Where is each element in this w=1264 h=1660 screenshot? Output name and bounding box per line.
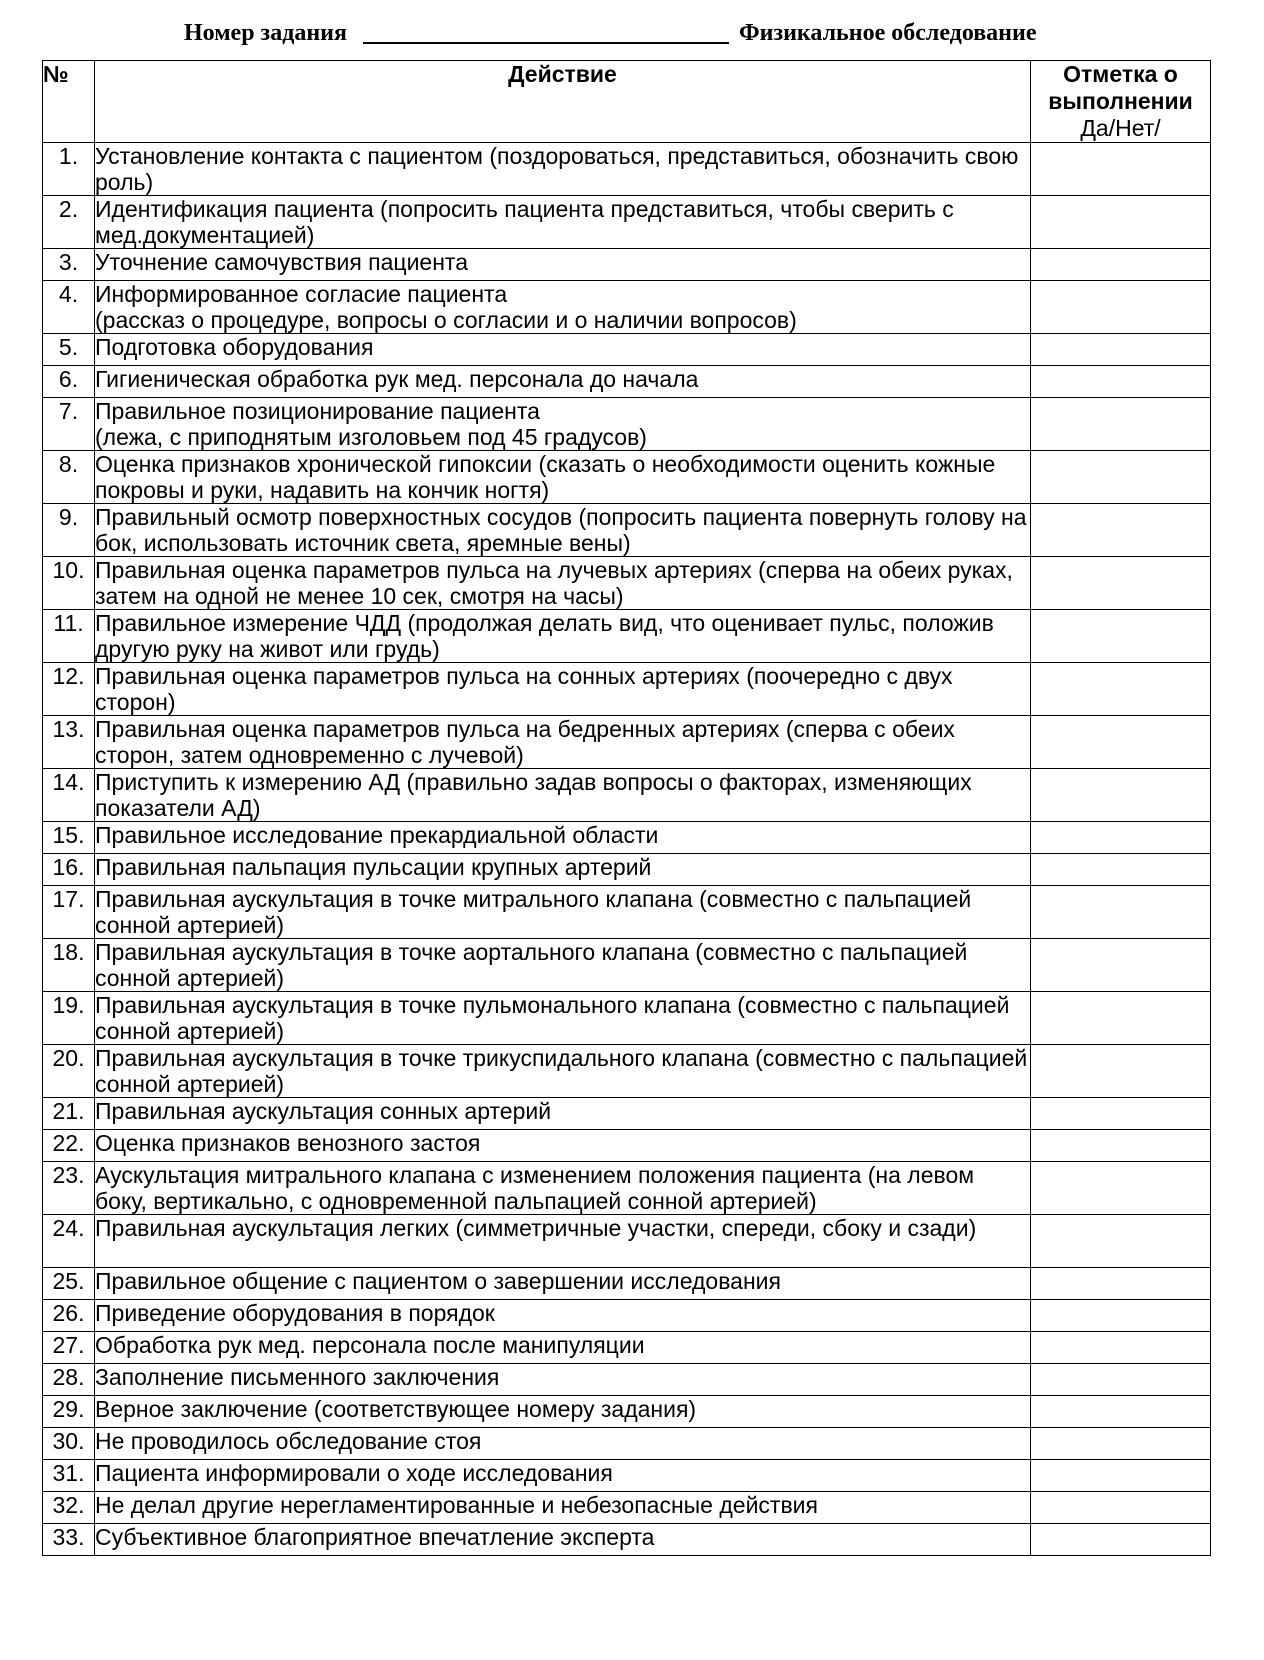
table-row <box>43 366 1211 398</box>
row-action-text: Аускультация митрального клапана с изменением положения пациента (на левом боку, вертикально, с одновременной пальпацией сонной артерией) <box>95 1162 1031 1215</box>
table-row <box>43 196 1211 249</box>
row-action-text: Уточнение самочувствия пациента <box>95 249 1031 281</box>
table-row <box>43 854 1211 886</box>
row-completion-mark-cell[interactable] <box>1031 398 1211 451</box>
row-action-text: Правильный осмотр поверхностных сосудов (попросить пациента повернуть голову на бок, использовать источник света, яремные вены) <box>95 504 1031 557</box>
row-action-text: Правильная аускультация легких (симметричные участки, спереди, сбоку и сзади) <box>95 1215 1031 1268</box>
table-row <box>43 1460 1211 1492</box>
row-completion-mark-cell[interactable] <box>1031 610 1211 663</box>
table-row <box>43 1098 1211 1130</box>
table-row <box>43 716 1211 769</box>
row-completion-mark-cell[interactable] <box>1031 143 1211 196</box>
table-row <box>43 281 1211 334</box>
row-number: 30. <box>43 1428 95 1460</box>
row-action-text: Установление контакта с пациентом (поздороваться, представиться, обозначить свою роль) <box>95 143 1031 196</box>
row-number: 5. <box>43 334 95 366</box>
row-completion-mark-cell[interactable] <box>1031 1215 1211 1268</box>
row-number: 11. <box>43 610 95 663</box>
table-row <box>43 663 1211 716</box>
row-number: 16. <box>43 854 95 886</box>
row-completion-mark-cell[interactable] <box>1031 1098 1211 1130</box>
table-row <box>43 886 1211 939</box>
row-number: 32. <box>43 1492 95 1524</box>
row-completion-mark-cell[interactable] <box>1031 1162 1211 1215</box>
row-action-text: Верное заключение (соответствующее номеру задания) <box>95 1396 1031 1428</box>
row-number: 25. <box>43 1268 95 1300</box>
table-row <box>43 1396 1211 1428</box>
table-row <box>43 1268 1211 1300</box>
column-header-mark-line1: Отметка о <box>1063 61 1178 87</box>
table-row <box>43 1130 1211 1162</box>
row-completion-mark-cell[interactable] <box>1031 822 1211 854</box>
row-completion-mark-cell[interactable] <box>1031 1428 1211 1460</box>
row-completion-mark-cell[interactable] <box>1031 1364 1211 1396</box>
row-action-text: Субъективное благоприятное впечатление эксперта <box>95 1524 1031 1556</box>
table-row <box>43 334 1211 366</box>
row-action-text: Правильное исследование прекардиальной области <box>95 822 1031 854</box>
task-number-blank <box>363 42 729 44</box>
row-completion-mark-cell[interactable] <box>1031 196 1211 249</box>
table-row <box>43 1300 1211 1332</box>
row-completion-mark-cell[interactable] <box>1031 451 1211 504</box>
row-number: 26. <box>43 1300 95 1332</box>
row-completion-mark-cell[interactable] <box>1031 281 1211 334</box>
row-action-text: Приступить к измерению АД (правильно задав вопросы о факторах, изменяющих показатели АД) <box>95 769 1031 822</box>
row-number: 27. <box>43 1332 95 1364</box>
row-completion-mark-cell[interactable] <box>1031 992 1211 1045</box>
table-row <box>43 143 1211 196</box>
row-completion-mark-cell[interactable] <box>1031 1396 1211 1428</box>
table-row <box>43 1162 1211 1215</box>
row-completion-mark-cell[interactable] <box>1031 366 1211 398</box>
row-action-text: Не проводилось обследование стоя <box>95 1428 1031 1460</box>
row-completion-mark-cell[interactable] <box>1031 854 1211 886</box>
row-number: 17. <box>43 886 95 939</box>
row-number: 10. <box>43 557 95 610</box>
table-row <box>43 1428 1211 1460</box>
row-number: 8. <box>43 451 95 504</box>
row-completion-mark-cell[interactable] <box>1031 939 1211 992</box>
table-row <box>43 1045 1211 1098</box>
row-number: 15. <box>43 822 95 854</box>
row-completion-mark-cell[interactable] <box>1031 249 1211 281</box>
row-number: 33. <box>43 1524 95 1556</box>
row-number: 31. <box>43 1460 95 1492</box>
table-row <box>43 1524 1211 1556</box>
table-row <box>43 504 1211 557</box>
row-number: 14. <box>43 769 95 822</box>
checklist-rows <box>43 143 1211 1556</box>
row-action-text: Правильная аускультация в точке пульмонального клапана (совместно с пальпацией сонной артерией) <box>95 992 1031 1045</box>
table-row <box>43 769 1211 822</box>
table-row <box>43 939 1211 992</box>
table-row <box>43 822 1211 854</box>
row-number: 7. <box>43 398 95 451</box>
row-completion-mark-cell[interactable] <box>1031 1268 1211 1300</box>
row-number: 3. <box>43 249 95 281</box>
column-header-number: № <box>43 61 95 143</box>
row-number: 28. <box>43 1364 95 1396</box>
row-action-text: Заполнение письменного заключения <box>95 1364 1031 1396</box>
table-row <box>43 557 1211 610</box>
column-header-mark <box>1031 61 1211 143</box>
row-completion-mark-cell[interactable] <box>1031 1300 1211 1332</box>
row-number: 6. <box>43 366 95 398</box>
row-completion-mark-cell[interactable] <box>1031 1130 1211 1162</box>
table-row <box>43 610 1211 663</box>
row-action-text: Обработка рук мед. персонала после манипуляции <box>95 1332 1031 1364</box>
row-action-text: Приведение оборудования в порядок <box>95 1300 1031 1332</box>
column-header-mark-options: Да/Нет/ <box>1080 115 1161 141</box>
row-action-text: Гигиеническая обработка рук мед. персонала до начала <box>95 366 1031 398</box>
row-number: 4. <box>43 281 95 334</box>
row-completion-mark-cell[interactable] <box>1031 663 1211 716</box>
table-row <box>43 992 1211 1045</box>
row-action-text: Правильная оценка параметров пульса на бедренных артериях (сперва с обеих сторон, затем одновременно с лучевой) <box>95 716 1031 769</box>
row-number: 24. <box>43 1215 95 1268</box>
table-row <box>43 1364 1211 1396</box>
row-action-text: Правильная пальпация пульсации крупных артерий <box>95 854 1031 886</box>
row-number: 9. <box>43 504 95 557</box>
row-number: 19. <box>43 992 95 1045</box>
row-action-text: Правильная аускультация в точке аортального клапана (совместно с пальпацией сонной артерией) <box>95 939 1031 992</box>
row-action-text: Правильная оценка параметров пульса на сонных артериях (поочередно с двух сторон) <box>95 663 1031 716</box>
row-number: 2. <box>43 196 95 249</box>
table-header-row <box>43 61 1211 143</box>
row-number: 1. <box>43 143 95 196</box>
row-action-text: Правильная оценка параметров пульса на лучевых артериях (сперва на обеих руках, затем на одной не менее 10 сек, смотря на часы) <box>95 557 1031 610</box>
row-action-text: Оценка признаков венозного застоя <box>95 1130 1031 1162</box>
row-action-text: Пациента информировали о ходе исследования <box>95 1460 1031 1492</box>
row-number: 21. <box>43 1098 95 1130</box>
row-number: 23. <box>43 1162 95 1215</box>
row-action-text: Информированное согласие пациента (рассказ о процедуре, вопросы о согласии и о наличии вопросов) <box>95 281 1031 334</box>
row-completion-mark-cell[interactable] <box>1031 1045 1211 1098</box>
row-action-text: Правильное измерение ЧДД (продолжая делать вид, что оценивает пульс, положив другую руку на живот или грудь) <box>95 610 1031 663</box>
row-action-text: Оценка признаков хронической гипоксии (сказать о необходимости оценить кожные покровы и руки, надавить на кончик ногтя) <box>95 451 1031 504</box>
row-number: 29. <box>43 1396 95 1428</box>
exam-title: Физикальное обследование <box>739 20 1037 46</box>
row-completion-mark-cell[interactable] <box>1031 557 1211 610</box>
row-completion-mark-cell[interactable] <box>1031 504 1211 557</box>
row-action-text: Правильное общение с пациентом о завершении исследования <box>95 1268 1031 1300</box>
row-completion-mark-cell[interactable] <box>1031 1332 1211 1364</box>
checklist-table <box>42 60 1211 1556</box>
column-header-mark-line2: выполнении <box>1048 88 1193 114</box>
row-action-text: Правильная аускультация в точке митрального клапана (совместно с пальпацией сонной артерией) <box>95 886 1031 939</box>
row-completion-mark-cell[interactable] <box>1031 716 1211 769</box>
table-row <box>43 1492 1211 1524</box>
table-row <box>43 451 1211 504</box>
row-action-text: Правильное позиционирование пациента (лежа, с приподнятым изголовьем под 45 градусов) <box>95 398 1031 451</box>
row-completion-mark-cell[interactable] <box>1031 334 1211 366</box>
task-number-label: Номер задания <box>184 20 347 46</box>
row-completion-mark-cell[interactable] <box>1031 1460 1211 1492</box>
document-title-line <box>0 18 1264 48</box>
row-action-text: Не делал другие нерегламентированные и небезопасные действия <box>95 1492 1031 1524</box>
row-action-text: Идентификация пациента (попросить пациента представиться, чтобы сверить с мед.документацией) <box>95 196 1031 249</box>
table-row <box>43 1215 1211 1268</box>
row-action-text: Правильная аускультация в точке трикуспидального клапана (совместно с пальпацией сонной артерией) <box>95 1045 1031 1098</box>
row-number: 12. <box>43 663 95 716</box>
row-action-text: Правильная аускультация сонных артерий <box>95 1098 1031 1130</box>
row-number: 20. <box>43 1045 95 1098</box>
column-header-action: Действие <box>95 61 1031 143</box>
row-completion-mark-cell[interactable] <box>1031 769 1211 822</box>
row-number: 22. <box>43 1130 95 1162</box>
row-number: 18. <box>43 939 95 992</box>
table-row <box>43 398 1211 451</box>
row-number: 13. <box>43 716 95 769</box>
table-row <box>43 249 1211 281</box>
row-completion-mark-cell[interactable] <box>1031 1524 1211 1556</box>
row-completion-mark-cell[interactable] <box>1031 886 1211 939</box>
row-action-text: Подготовка оборудования <box>95 334 1031 366</box>
row-completion-mark-cell[interactable] <box>1031 1492 1211 1524</box>
table-row <box>43 1332 1211 1364</box>
